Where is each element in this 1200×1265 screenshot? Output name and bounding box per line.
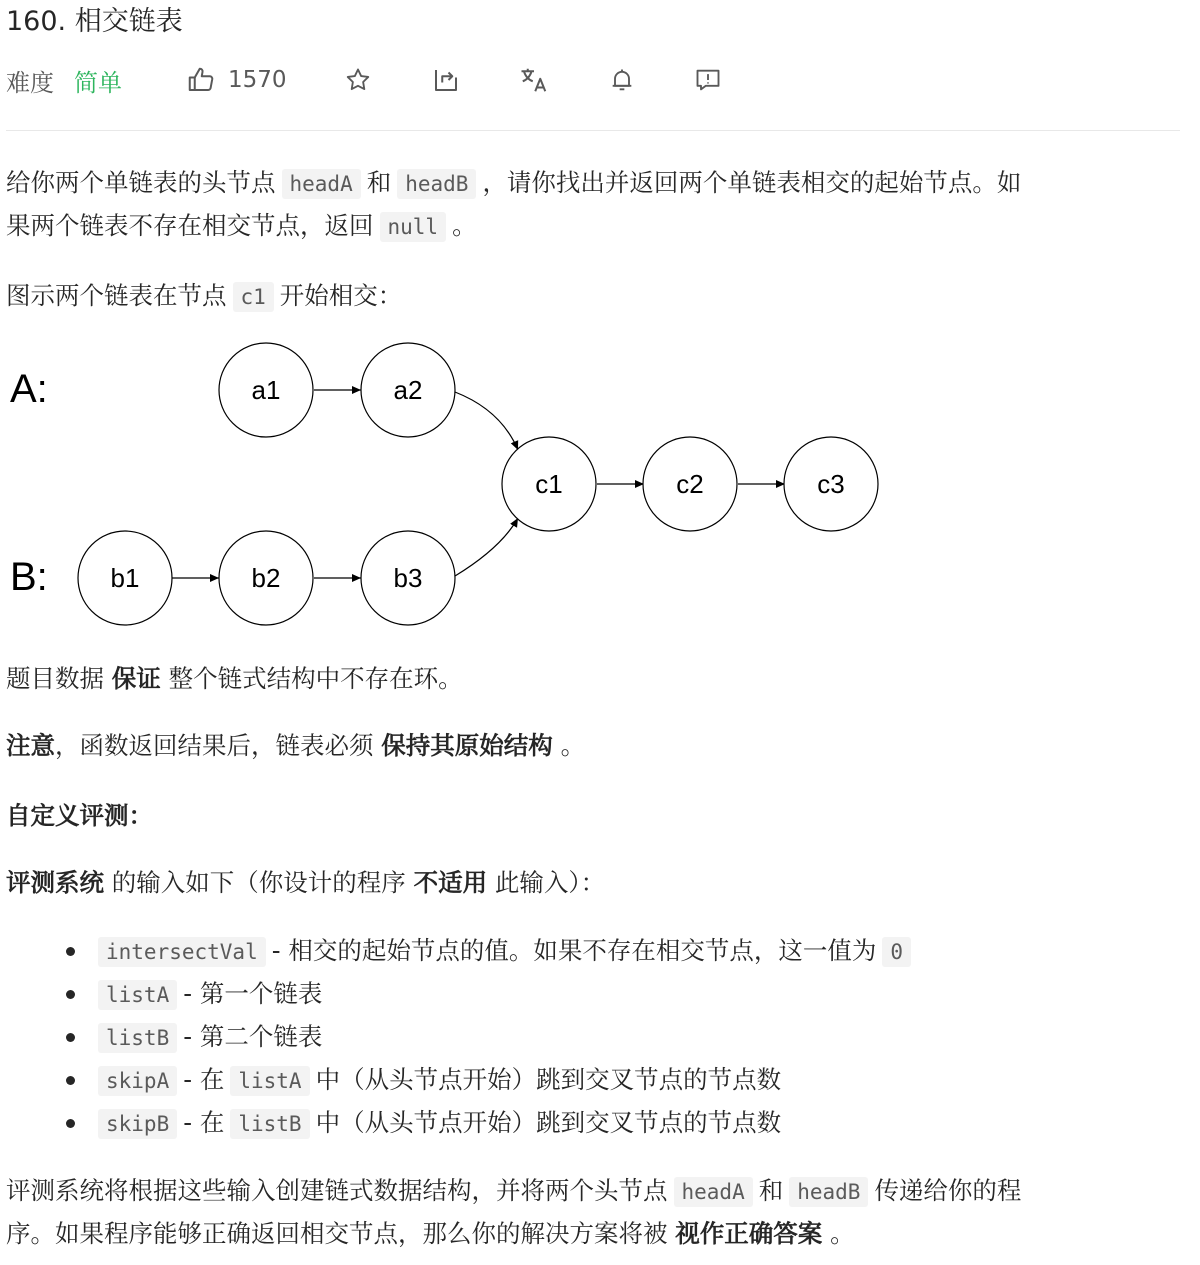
text: 整个链式结构中不存在环。 <box>168 664 463 693</box>
text: 中（从头节点开始）跳到交叉节点的节点数 <box>315 1108 782 1137</box>
code-headA: headA <box>674 1177 753 1207</box>
difficulty-row <box>6 60 122 100</box>
node-b1-label: b1 <box>110 563 140 593</box>
text: - 第一个链表 <box>183 979 323 1008</box>
text: 的输入如下（你设计的程序 <box>111 868 406 897</box>
text: 果两个链表不存在相交节点，返回 <box>6 211 374 240</box>
share-button[interactable] <box>431 60 461 100</box>
problem-meta-bar <box>6 60 766 100</box>
code-zero: 0 <box>882 937 911 967</box>
bell-icon <box>608 66 636 94</box>
like-button[interactable] <box>186 60 287 100</box>
list-b-label: B: <box>10 555 48 599</box>
text: 评测系统将根据这些输入创建链式数据结构，并将两个头节点 <box>6 1176 668 1205</box>
description-paragraph-1 <box>6 162 1186 248</box>
code-headB: headB <box>397 169 476 199</box>
text: - 在 <box>183 1108 225 1137</box>
text: 题目数据 <box>6 664 104 693</box>
bold-text: 保证 <box>111 664 161 693</box>
code-listB: listB <box>98 1023 177 1053</box>
bold-text: 自定义评测： <box>6 801 153 830</box>
list-item <box>66 973 917 1016</box>
code-headB: headB <box>789 1177 868 1207</box>
bold-text: 不适用 <box>413 868 488 897</box>
description-paragraph-3 <box>6 658 1186 700</box>
node-b2-label: b2 <box>251 563 281 593</box>
difficulty-label: 难度 <box>6 68 54 97</box>
code-listA: listA <box>230 1066 309 1096</box>
linked-list-diagram <box>6 330 906 640</box>
text: 给你两个单链表的头节点 <box>6 168 276 197</box>
code-listA: listA <box>98 980 177 1010</box>
text: 。 <box>560 731 586 760</box>
text: ，函数返回结果后，链表必须 <box>55 731 374 760</box>
judge-input-list <box>66 930 917 1145</box>
text: 图示两个链表在节点 <box>6 281 227 310</box>
description-paragraph-6 <box>6 862 1186 904</box>
code-null: null <box>380 212 447 242</box>
text: 开始相交： <box>279 281 403 310</box>
code-skipA: skipA <box>98 1066 177 1096</box>
list-item <box>66 1102 917 1145</box>
star-icon <box>344 66 372 94</box>
node-a1-label: a1 <box>251 375 281 405</box>
feedback-button[interactable] <box>694 60 722 100</box>
text: ，请你找出并返回两个单链表相交的起始节点。如 <box>482 168 1022 197</box>
notify-button[interactable] <box>608 60 636 100</box>
list-item <box>66 1059 917 1102</box>
code-c1: c1 <box>233 282 274 312</box>
text: 和 <box>366 168 392 197</box>
text: 和 <box>758 1176 784 1205</box>
node-c1-label: c1 <box>535 469 563 499</box>
text: - 第二个链表 <box>183 1022 323 1051</box>
text: 中（从头节点开始）跳到交叉节点的节点数 <box>315 1065 782 1094</box>
text: 。 <box>452 211 477 240</box>
bold-text: 保持其原始结构 <box>381 731 553 760</box>
code-skipB: skipB <box>98 1109 177 1139</box>
node-a2-label: a2 <box>393 375 423 405</box>
header-divider <box>6 130 1180 131</box>
code-listB: listB <box>230 1109 309 1139</box>
text: 传递给你的程 <box>874 1176 1022 1205</box>
description-paragraph-2 <box>6 275 1186 318</box>
share-icon <box>431 65 461 95</box>
node-c3-label: c3 <box>817 469 845 499</box>
text: 此输入）： <box>494 868 606 897</box>
node-b3-label: b3 <box>393 563 423 593</box>
list-item <box>66 1016 917 1059</box>
text: - 在 <box>183 1065 225 1094</box>
code-intersectVal: intersectVal <box>98 937 266 967</box>
text: 。 <box>830 1219 855 1248</box>
bold-text: 评测系统 <box>6 868 104 897</box>
feedback-icon <box>694 66 722 94</box>
translate-icon <box>519 65 549 95</box>
problem-title: 160. 相交链表 <box>6 6 183 37</box>
text: 序。如果程序能够正确返回相交节点，那么你的解决方案将被 <box>6 1219 668 1248</box>
description-paragraph-4 <box>6 725 1186 767</box>
thumbs-up-icon <box>186 65 216 95</box>
bold-text: 视作正确答案 <box>675 1219 823 1248</box>
list-a-label: A: <box>10 367 48 411</box>
list-item <box>66 930 917 973</box>
code-headA: headA <box>282 169 361 199</box>
node-c2-label: c2 <box>676 469 704 499</box>
favorite-button[interactable] <box>344 60 372 100</box>
bold-text: 注意 <box>6 731 55 760</box>
difficulty-badge: 简单 <box>74 68 122 97</box>
translate-button[interactable] <box>519 60 549 100</box>
like-count: 1570 <box>228 67 287 93</box>
text: - 相交的起始节点的值。如果不存在相交节点，这一值为 <box>271 936 877 965</box>
description-paragraph-7 <box>6 1170 1186 1255</box>
custom-judge-heading <box>6 795 1186 837</box>
